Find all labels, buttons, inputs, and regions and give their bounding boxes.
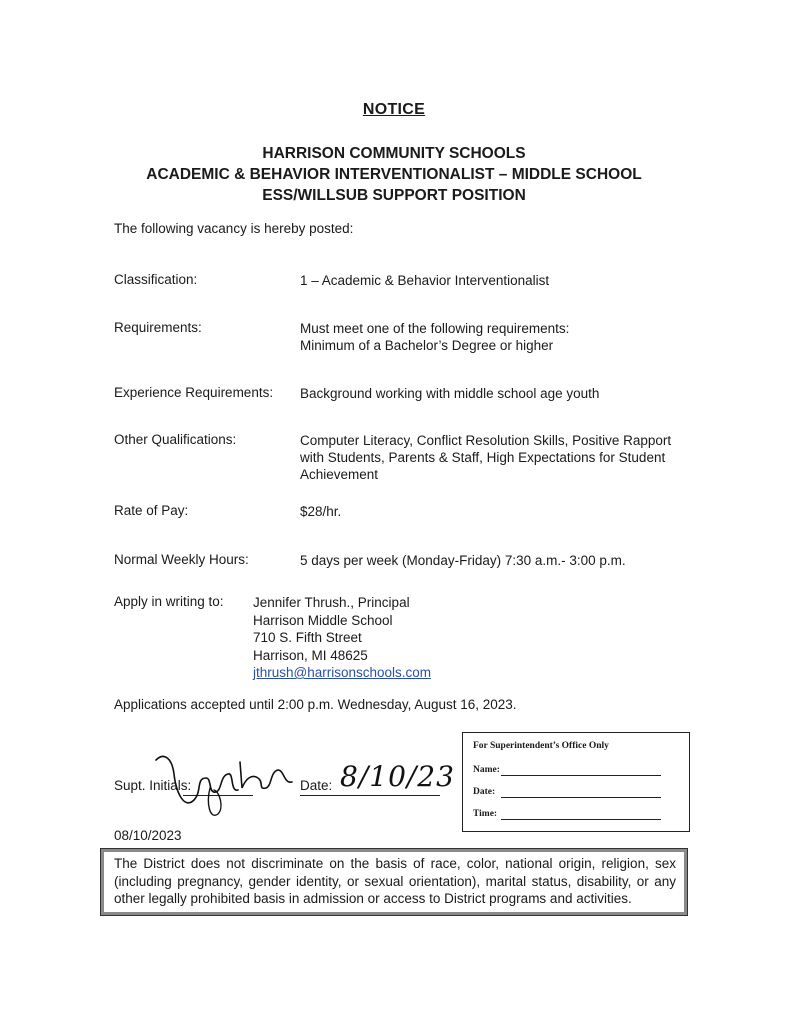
deadline-text: Applications accepted until 2:00 p.m. Wednesday, August 16, 2023. [114, 697, 517, 712]
office-name-field: Name: [473, 765, 500, 775]
school-name: Harrison Middle School [253, 612, 393, 628]
experience-value: Background working with middle school age youth [300, 386, 600, 401]
pay-label: Rate of Pay: [114, 503, 189, 518]
position-title: ACADEMIC & BEHAVIOR INTERVENTIONALIST – MIDDLE SCHOOL [146, 166, 642, 183]
notice-title: NOTICE [362, 101, 426, 118]
city-state-zip: Harrison, MI 48625 [253, 647, 368, 663]
superintendent-office-box [462, 732, 690, 832]
initials-signature [150, 748, 300, 823]
initials-label: Supt. Initials: [114, 778, 192, 793]
date-line [300, 795, 440, 796]
pay-value: $28/hr. [300, 504, 342, 519]
apply-address [253, 594, 431, 682]
handwritten-date: 8/10/23 [340, 760, 455, 793]
office-box-title: For Superintendent’s Office Only [473, 741, 609, 751]
classification-label: Classification: [114, 272, 198, 287]
office-time-field: Time: [473, 809, 497, 819]
nondiscrimination-text: The District does not discriminate on the basis of race, color, national origin, religion, sex (including pregnancy, gender identity, or sexual orientation), marital status, disability, or any other legally prohibited basis in admission or access to District programs and activities. [114, 856, 676, 906]
requirements-label: Requirements: [114, 320, 202, 335]
office-date-field: Date: [473, 787, 495, 797]
intro-text: The following vacancy is hereby posted: [114, 221, 354, 236]
posted-date: 08/10/2023 [114, 828, 182, 843]
nondiscrimination-notice [100, 848, 688, 916]
hours-value: 5 days per week (Monday-Friday) 7:30 a.m.- 3:00 p.m. [300, 553, 626, 568]
classification-value: 1 – Academic & Behavior Interventionalist [300, 273, 550, 288]
contact-name: Jennifer Thrush., Principal [253, 595, 410, 610]
requirements-value: Must meet one of the following requirements: Minimum of a Bachelor’s Degree or higher [300, 321, 570, 353]
hours-label: Normal Weekly Hours: [114, 552, 249, 567]
email-link[interactable]: jthrush@harrisonschools.com [253, 665, 432, 680]
street-address: 710 S. Fifth Street [253, 630, 362, 645]
apply-label: Apply in writing to: [114, 594, 224, 609]
experience-label: Experience Requirements: [114, 385, 274, 400]
position-subtitle: ESS/WILLSUB SUPPORT POSITION [262, 187, 526, 204]
date-label: Date: [300, 778, 333, 793]
district-name: HARRISON COMMUNITY SCHOOLS [262, 145, 526, 162]
qualifications-label: Other Qualifications: [114, 432, 237, 447]
qualifications-value: Computer Literacy, Conflict Resolution Skills, Positive Rapport with Students, Parents & Staff, High Expectations for Student Achievement [300, 433, 672, 482]
